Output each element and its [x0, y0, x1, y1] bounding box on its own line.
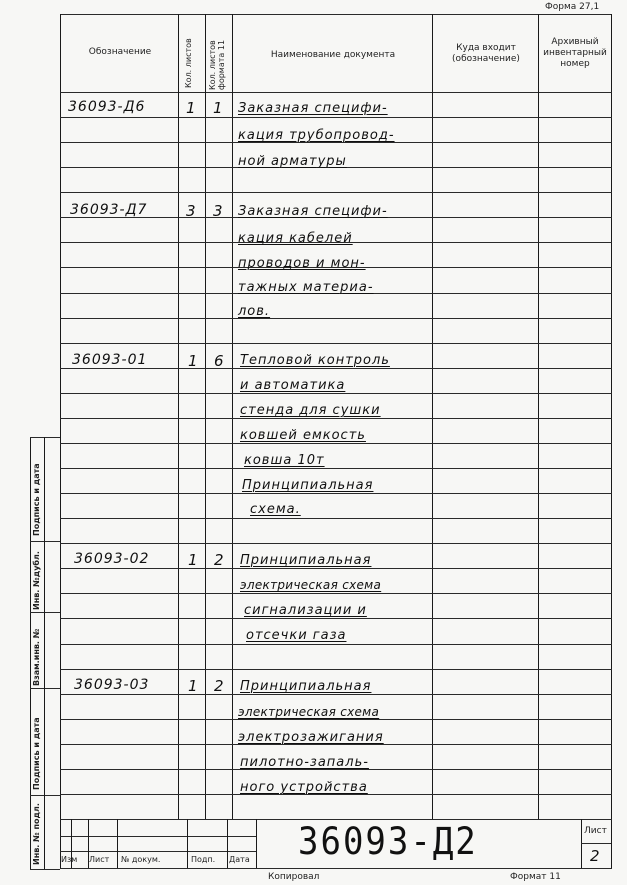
footer-copied: Копировал	[268, 872, 320, 882]
side-label-duplicate-inv: Инв. №дубл.	[32, 551, 41, 610]
col-divider-3	[232, 14, 233, 819]
entry-name-line: пилотно-запаль-	[240, 755, 369, 770]
entry-name-line: Принципиальная	[242, 478, 374, 493]
side-box-divider	[30, 795, 60, 796]
entry-name-line: тажных материа-	[238, 280, 374, 295]
entry-sheets: 1	[188, 352, 199, 370]
entry-sheets: 1	[188, 551, 199, 569]
entry-name-line: Заказная специфи-	[238, 204, 388, 219]
entry-name-line: стенда для сушки	[240, 403, 381, 418]
title-col-line	[227, 819, 228, 868]
entry-name-line: отсечки газа	[246, 628, 347, 643]
entry-format: 3	[213, 202, 224, 220]
title-block-row	[581, 843, 611, 844]
entry-format: 2	[214, 677, 225, 695]
entry-designation: 36093-03	[74, 677, 150, 693]
col-divider-4	[432, 14, 433, 819]
row-rule	[60, 694, 612, 695]
entry-name-line: ного устройства	[240, 780, 368, 795]
row-rule	[60, 343, 612, 344]
header-format-count: Кол. листов формата 11	[208, 39, 226, 90]
entry-name-line: электрозажигания	[238, 730, 384, 745]
header-included-in: Куда входит (обозначение)	[452, 43, 520, 64]
document-code: 36093-Д2	[298, 820, 478, 864]
row-rule	[60, 568, 612, 569]
col-divider-2	[205, 14, 206, 819]
side-label-original-inv: Инв. № подл.	[32, 803, 41, 865]
entry-name-line: ной арматуры	[238, 154, 347, 169]
row-rule	[60, 393, 612, 394]
row-rule	[60, 644, 612, 645]
row-rule	[60, 543, 612, 544]
row-rule	[60, 518, 612, 519]
entry-designation: 36093-Д6	[68, 99, 146, 115]
entry-name-line: Принципиальная	[240, 679, 372, 694]
entry-format: 1	[213, 99, 224, 117]
row-rule	[60, 593, 612, 594]
title-col-label: Подп.	[191, 855, 216, 864]
entry-name-line: ковшей емкость	[240, 428, 366, 443]
side-box-divider	[30, 437, 60, 438]
col-divider-1	[178, 14, 179, 819]
side-box-left	[30, 437, 31, 869]
side-box-divider	[30, 541, 60, 542]
entry-name-line: кация кабелей	[238, 231, 353, 246]
entry-sheets: 3	[186, 202, 197, 220]
col-divider-5	[538, 14, 539, 819]
entry-name-line: и автоматика	[240, 378, 346, 393]
title-col-line	[187, 819, 188, 868]
entry-sheets: 1	[186, 99, 197, 117]
row-rule	[60, 468, 612, 469]
row-rule	[60, 318, 612, 319]
entry-sheets: 1	[188, 677, 199, 695]
side-label-signature-date: Подпись и дата	[32, 463, 41, 536]
title-block-bottom	[60, 868, 612, 869]
side-box-divider	[30, 869, 60, 870]
title-col-label: Дата	[229, 855, 250, 864]
entry-name-line: кация трубопровод-	[238, 128, 395, 143]
entry-name-line: электрическая схема	[240, 578, 382, 592]
header-sheet-count: Кол. листов	[184, 38, 193, 88]
form-label: Форма 27,1	[545, 2, 600, 12]
entry-designation: 36093-Д7	[70, 202, 148, 218]
entry-designation: 36093-02	[74, 551, 150, 567]
entry-name-line: Принципиальная	[240, 553, 372, 568]
entry-name-line: сигнализации и	[244, 603, 367, 618]
footer-format: Формат 11	[510, 872, 561, 882]
title-block-divider	[256, 819, 257, 868]
header-bottom-border	[60, 92, 612, 93]
entry-format: 2	[214, 551, 225, 569]
row-rule	[60, 443, 612, 444]
side-box-inner	[44, 437, 45, 869]
header-archive-number: Архивный инвентарный номер	[543, 37, 607, 69]
entry-format: 6	[214, 352, 225, 370]
title-col-line	[117, 819, 118, 868]
title-col-label: Лист	[89, 855, 110, 864]
entry-name-line: лов.	[238, 304, 271, 319]
side-box-divider	[30, 612, 60, 613]
row-rule	[60, 418, 612, 419]
header-document-name: Наименование документа	[270, 50, 396, 60]
row-rule	[60, 117, 612, 118]
entry-designation: 36093-01	[72, 352, 148, 368]
entry-name-line: Тепловой контроль	[240, 353, 390, 368]
side-label-replacement-inv: Взам.инв. №	[32, 628, 41, 686]
title-col-label: № докум.	[121, 855, 161, 864]
header-designation: Обозначение	[88, 47, 152, 57]
entry-name-line: электрическая схема	[238, 705, 380, 719]
table-top-border	[60, 14, 612, 15]
row-rule	[60, 192, 612, 193]
sheet-number: 2	[590, 847, 601, 865]
entry-name-line: Заказная специфи-	[238, 101, 388, 116]
row-rule	[60, 368, 612, 369]
row-rule	[60, 618, 612, 619]
side-box-divider	[30, 688, 60, 689]
row-rule	[60, 719, 612, 720]
title-col-label: Изм	[61, 855, 78, 864]
sheet-label: Лист	[584, 826, 607, 836]
entry-name-line: схема.	[250, 502, 301, 517]
row-rule	[60, 493, 612, 494]
entry-name-line: проводов и мон-	[238, 256, 366, 271]
side-label-signature-date-2: Подпись и дата	[32, 717, 41, 790]
row-rule	[60, 669, 612, 670]
entry-name-line: ковша 10т	[244, 453, 325, 468]
